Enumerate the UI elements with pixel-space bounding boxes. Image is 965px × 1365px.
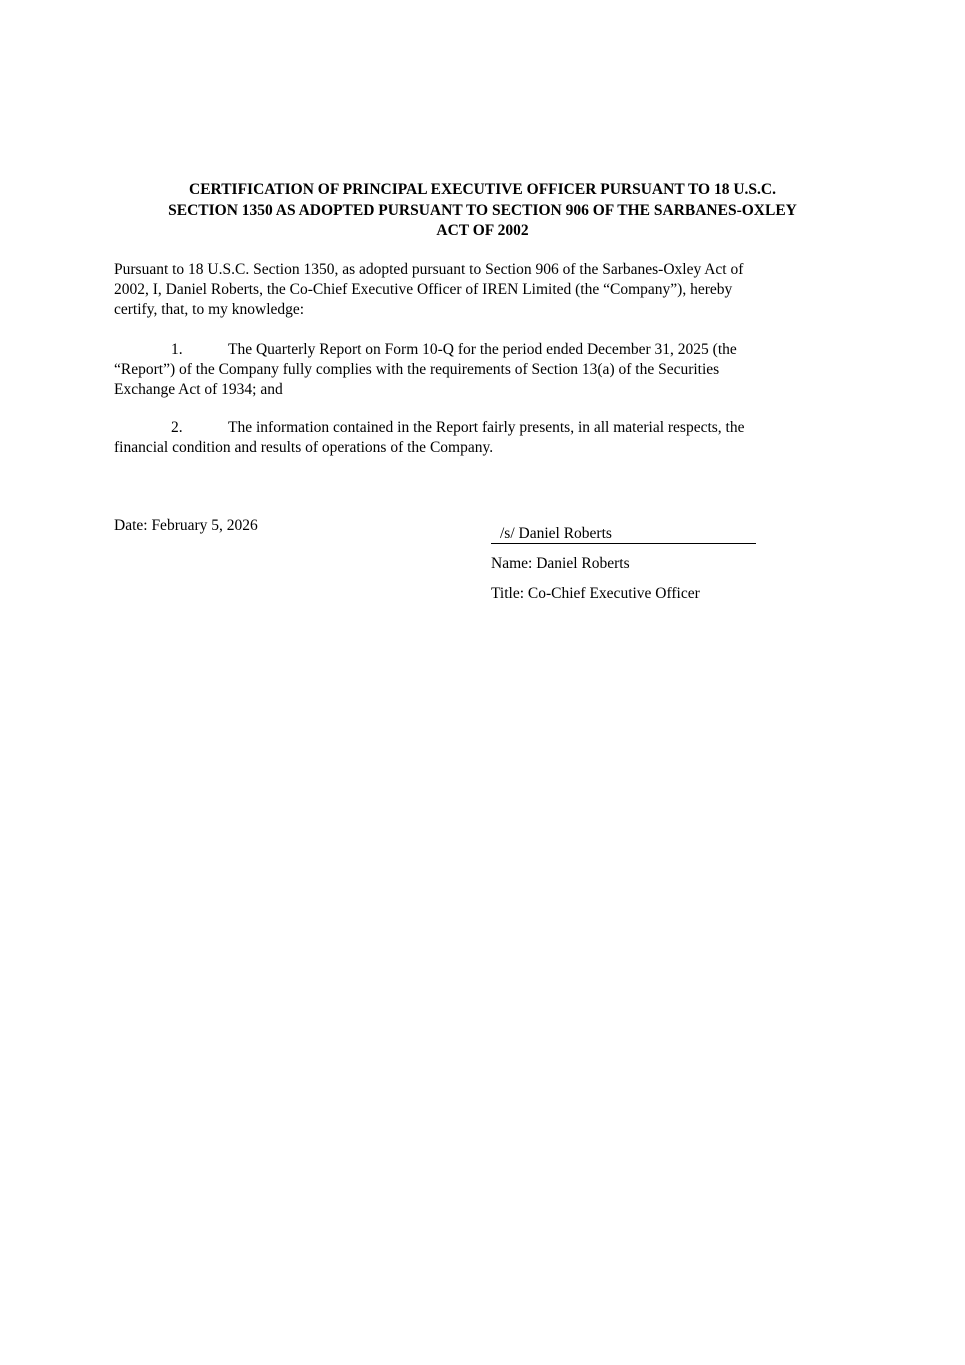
intro-line-3: certify, that, to my knowledge: xyxy=(114,301,305,318)
item-2-first-text: The information contained in the Report fairly presents, in all material respects, the xyxy=(228,419,745,436)
certification-item-2 xyxy=(114,418,844,458)
certification-item-1 xyxy=(114,340,844,400)
item-1-first-line xyxy=(114,340,844,360)
item-2-line-2: financial condition and results of operations of the Company. xyxy=(114,439,494,456)
item-2-first-line xyxy=(114,418,844,438)
document-title xyxy=(100,180,865,242)
intro-paragraph xyxy=(114,260,844,320)
title-line-1: CERTIFICATION OF PRINCIPAL EXECUTIVE OFFICER PURSUANT TO 18 U.S.C. xyxy=(189,181,776,198)
signer-title: Title: Co-Chief Executive Officer xyxy=(491,585,700,602)
item-1-number: 1. xyxy=(171,341,183,358)
item-1-line-3: Exchange Act of 1934; and xyxy=(114,381,283,398)
title-line-3: ACT OF 2002 xyxy=(436,222,529,239)
intro-line-1: Pursuant to 18 U.S.C. Section 1350, as adopted pursuant to Section 906 of the Sarbanes-Oxley Act of xyxy=(114,261,744,278)
item-1-line-2: “Report”) of the Company fully complies with the requirements of Section 13(a) of the Securities xyxy=(114,361,720,378)
signature-date: Date: February 5, 2026 xyxy=(114,517,258,534)
signer-name: Name: Daniel Roberts xyxy=(491,555,630,572)
title-line-2: SECTION 1350 AS ADOPTED PURSUANT TO SECTION 906 OF THE SARBANES-OXLEY xyxy=(168,201,797,219)
item-1-first-text: The Quarterly Report on Form 10-Q for the period ended December 31, 2025 (the xyxy=(228,341,737,358)
item-2-number: 2. xyxy=(171,419,183,436)
signature-block xyxy=(491,524,756,604)
intro-line-2: 2002, I, Daniel Roberts, the Co-Chief Executive Officer of IREN Limited (the “Company”), hereby xyxy=(114,281,733,298)
signature-line: /s/ Daniel Roberts xyxy=(491,524,756,544)
